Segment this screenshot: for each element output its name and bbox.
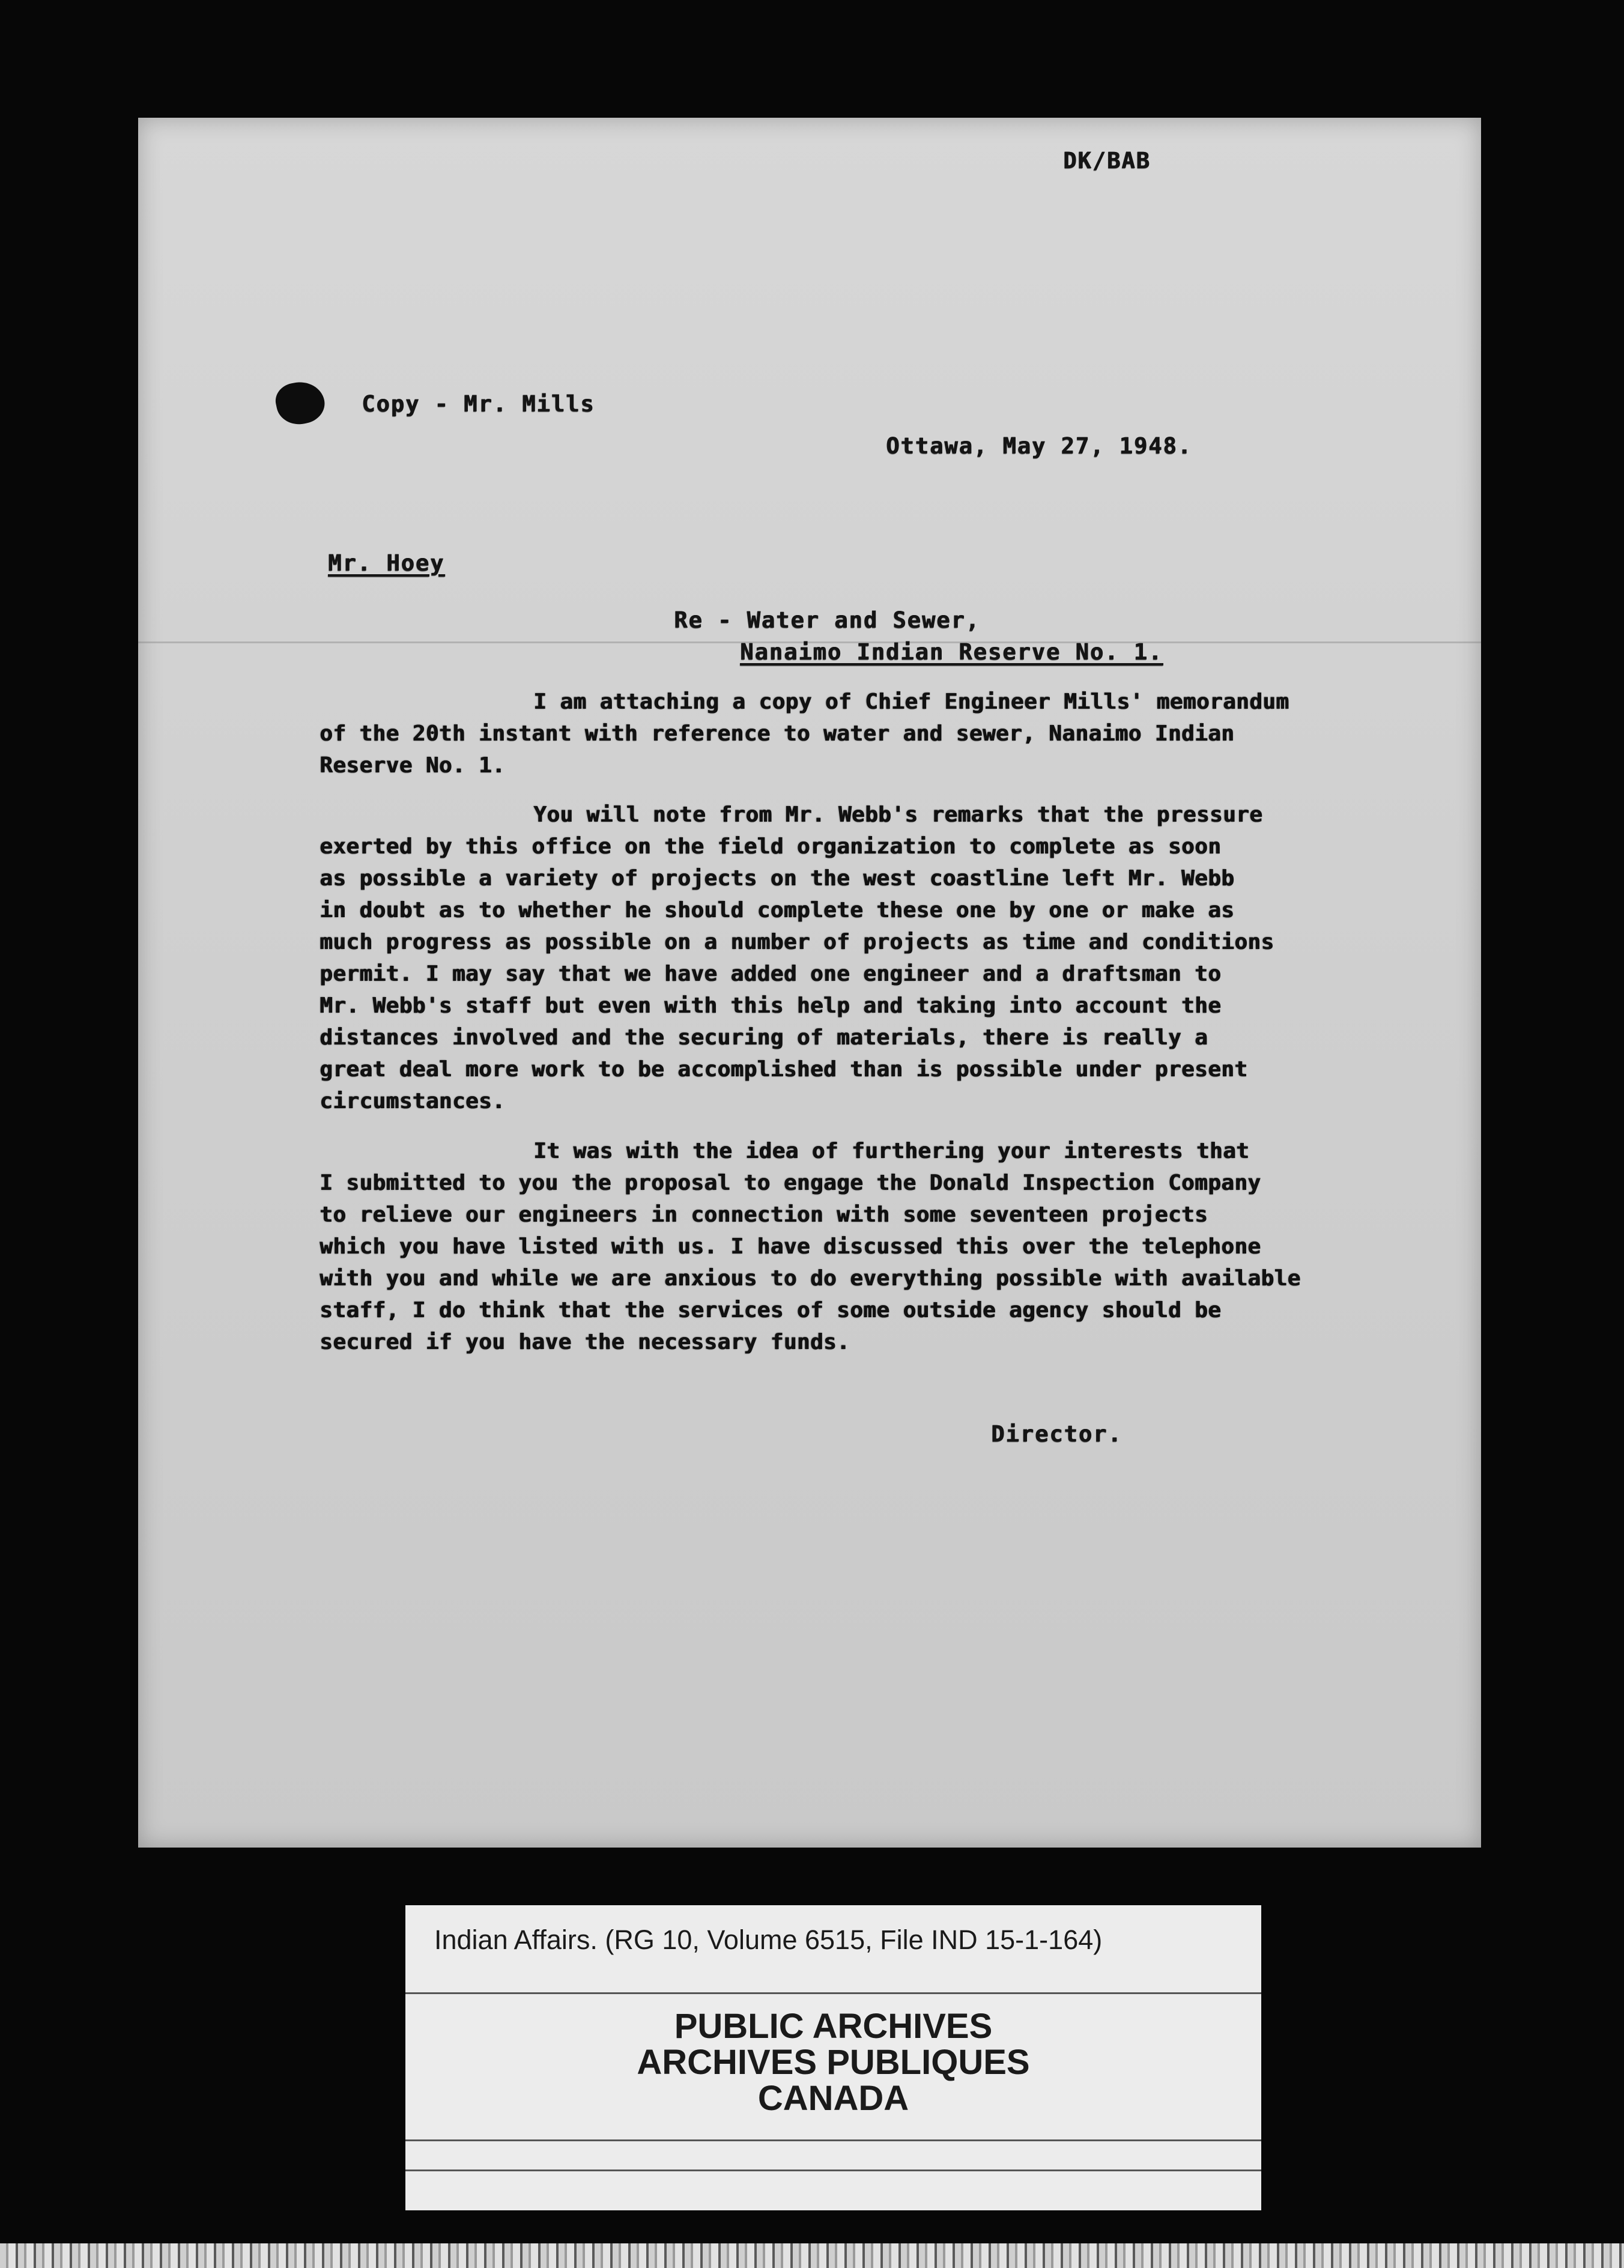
body-line: great deal more work to be accomplished than is possible under present (320, 1057, 1248, 1082)
label-divider (405, 2139, 1261, 2141)
archive-name-en: PUBLIC ARCHIVES (674, 2007, 993, 2046)
body-line: exerted by this office on the field organization to complete as soon (320, 834, 1222, 859)
body-line: You will note from Mr. Webb's remarks that the pressure (533, 802, 1263, 827)
reference-initials: DK/BAB (1063, 148, 1151, 174)
addressee: Mr. Hoey (328, 550, 445, 576)
body-line: permit. I may say that we have added one engineer and a draftsman to (320, 962, 1222, 986)
body-line: It was with the idea of furthering your interests that (533, 1139, 1249, 1163)
archive-label (405, 1905, 1261, 2210)
label-divider (405, 1992, 1261, 1994)
film-strip-edge (0, 2243, 1624, 2268)
body-line: as possible a variety of projects on the west coastline left Mr. Webb (320, 866, 1235, 891)
archive-reference: Indian Affairs. (RG 10, Volume 6515, File IND 15-1-164) (434, 1924, 1103, 1955)
subject-line-1: Re - Water and Sewer, (674, 607, 980, 633)
body-line: I am attaching a copy of Chief Engineer Mills' memorandum (533, 690, 1289, 714)
body-line: of the 20th instant with reference to water and sewer, Nanaimo Indian (320, 721, 1235, 746)
body-line: staff, I do think that the services of some outside agency should be (320, 1298, 1222, 1323)
copy-to-line: Copy - Mr. Mills (362, 391, 595, 417)
signature-title: Director. (991, 1421, 1123, 1447)
letter-page (138, 118, 1481, 1848)
body-line: circumstances. (320, 1089, 506, 1114)
archive-country: CANADA (757, 2079, 909, 2118)
body-line: Mr. Webb's staff but even with this help and taking into account the (320, 993, 1222, 1018)
archive-name-fr: ARCHIVES PUBLIQUES (637, 2043, 1030, 2082)
body-line: Reserve No. 1. (320, 753, 506, 778)
place-date: Ottawa, May 27, 1948. (886, 433, 1192, 459)
body-line: to relieve our engineers in connection with some seventeen projects (320, 1202, 1208, 1227)
subject-line-2: Nanaimo Indian Reserve No. 1. (740, 639, 1163, 665)
body-line: much progress as possible on a number of projects as time and conditions (320, 930, 1274, 954)
body-line: distances involved and the securing of materials, there is really a (320, 1025, 1208, 1050)
label-divider (405, 2169, 1261, 2171)
body-line: which you have listed with us. I have discussed this over the telephone (320, 1234, 1261, 1259)
body-line: in doubt as to whether he should complete these one by one or make as (320, 898, 1235, 923)
punch-hole-mark (273, 377, 329, 428)
body-line: I submitted to you the proposal to engage the Donald Inspection Company (320, 1171, 1261, 1195)
body-line: with you and while we are anxious to do everything possible with available (320, 1266, 1301, 1291)
body-line: secured if you have the necessary funds. (320, 1330, 850, 1354)
